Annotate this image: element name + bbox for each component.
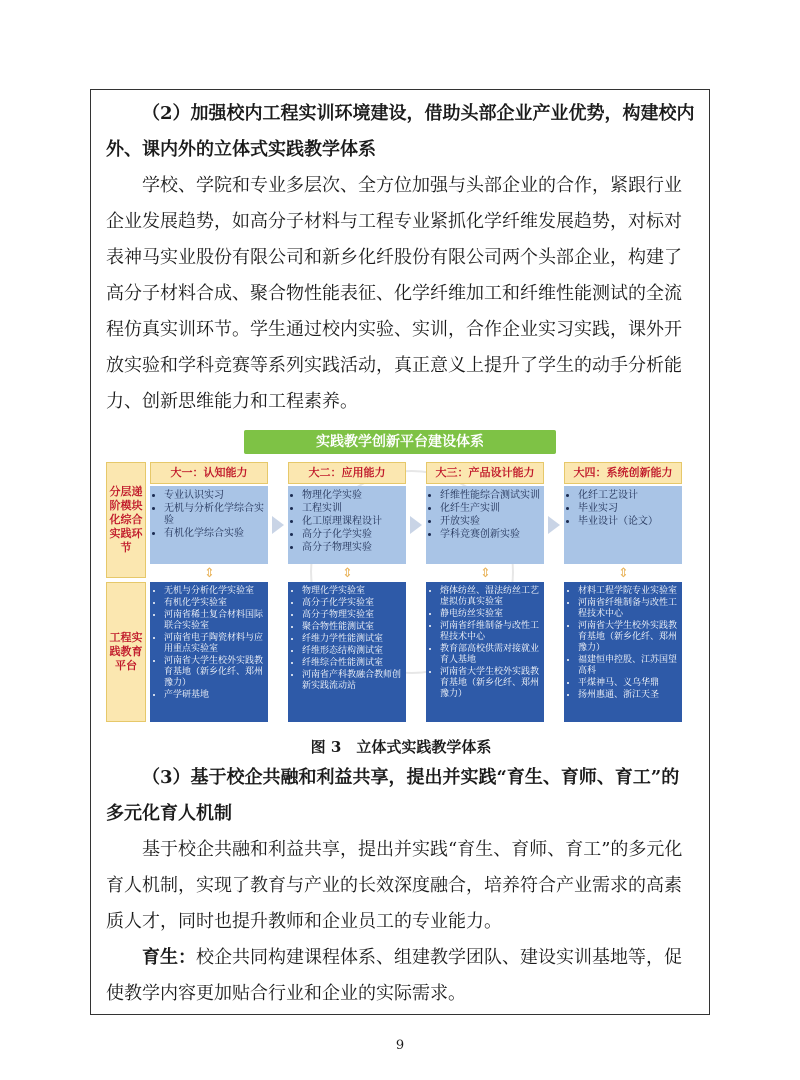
platform-item: • 熔体纺丝、湿法纺丝工艺虚拟仿真实验室 (440, 586, 540, 608)
platform-item: • 纤维综合性能测试室 (302, 658, 402, 669)
figure-caption: 图 3 立体式实践教学体系 (310, 738, 492, 756)
platform-item: • 扬州惠通、浙江天圣 (578, 690, 678, 701)
stage-box-1 (150, 486, 268, 564)
stage-box-3 (426, 486, 544, 564)
up-down-arrow-icon: ⇕ (204, 566, 215, 581)
right-arrow-icon (410, 516, 422, 534)
platform-item: • 河南省大学生校外实践教育基地（新乡化纤、郑州豫力） (440, 667, 540, 700)
platform-item: • 聚合物性能测试室 (302, 622, 402, 633)
stage-box-2 (288, 486, 406, 564)
platform-item: • 纤维力学性能测试室 (302, 634, 402, 645)
platform-item: • 河南省电子陶瓷材料与应用重点实验室 (164, 633, 264, 655)
stage-header-2: 大二：应用能力 (288, 462, 406, 484)
paragraph-3-text: 校企共同构建课程体系、组建教学团队、建设实训基地等，促使教学内容更加贴合行业和企业的实际需求。 (106, 947, 682, 1004)
practice-teaching-diagram (106, 430, 696, 730)
platform-item: • 无机与分析化学实验室 (164, 586, 264, 597)
platform-item: • 产学研基地 (164, 690, 264, 701)
section-heading-3: （3）基于校企共融和利益共享，提出并实践“育生、育师、育工”的多元化育人机制 (106, 767, 680, 824)
page-number: 9 (395, 1038, 405, 1053)
stage-item: • 物理化学实验 (302, 490, 402, 502)
right-arrow-icon (548, 516, 560, 534)
platform-item: • 河南省纤维制备与改性工程技术中心 (440, 621, 540, 643)
section-heading-2: （2）加强校内工程实训环境建设，借助头部企业产业优势，构建校内外、课内外的立体式实践教学体系 (106, 103, 695, 160)
stage-item: • 工程实训 (302, 503, 402, 515)
stage-item: • 化纤工艺设计 (578, 490, 678, 502)
paragraph-2: 基于校企共融和利益共享，提出并实践“育生、育师、育工”的多元化育人机制，实现了教育与产业的长效深度融合，培养符合产业需求的高素质人才，同时也提升教师和企业员工的专业能力。 (106, 839, 683, 932)
side-label-modules: 分层递阶模块化综合实践环节 (106, 462, 146, 578)
stage-item: • 纤维性能综合测试实训 (440, 490, 540, 502)
up-down-arrow-icon: ⇕ (480, 566, 491, 581)
platform-item: • 高分子化学实验室 (302, 598, 402, 609)
up-down-arrow-icon: ⇕ (342, 566, 353, 581)
diagram-title: 实践教学创新平台建设体系 (244, 430, 556, 454)
platform-box-4 (564, 582, 682, 722)
platform-item: • 河南省产科教融合教师创新实践流动站 (302, 670, 402, 692)
stage-header-4: 大四：系统创新能力 (564, 462, 682, 484)
paragraph-1: 学校、学院和专业多层次、全方位加强与头部企业的合作，紧跟行业企业发展趋势，如高分子材料与工程专业紧抓化学纤维发展趋势，对标对表神马实业股份有限公司和新乡化纤股份有限公司两个头部企业，构建了高分子材料合成、聚合物性能表征、化学纤维加工和纤维性能测试的全流程仿真实训环节。学生通过校内实验、实训，合作企业实习实践，课外开放实验和学科竞赛等系列实践活动，真正意义上提升了学生的动手分析能力、创新思维能力和工程素养。 (106, 175, 682, 412)
platform-box-3 (426, 582, 544, 722)
stage-item: • 高分子化学实验 (302, 529, 402, 541)
stage-item: • 专业认识实习 (164, 490, 264, 502)
platform-item: • 材料工程学院专业实验室 (578, 586, 678, 597)
stage-box-4 (564, 486, 682, 564)
paragraph-3 (106, 940, 696, 1012)
platform-item: • 河南省大学生校外实践教育基地（新乡化纤、郑州豫力） (164, 656, 264, 689)
stage-item: • 毕业实习 (578, 503, 678, 515)
platform-item: • 纤维形态结构测试室 (302, 646, 402, 657)
side-label-platform: 工程实践教育平台 (106, 582, 146, 722)
platform-item: • 有机化学实验室 (164, 598, 264, 609)
stage-item: • 毕业设计（论文） (578, 516, 678, 528)
platform-item: • 河南省大学生校外实践教育基地（新乡化纤、郑州豫力） (578, 621, 678, 654)
right-arrow-icon (272, 516, 284, 534)
stage-header-3: 大三：产品设计能力 (426, 462, 544, 484)
platform-item: • 高分子物理实验室 (302, 610, 402, 621)
stage-item: • 学科竞赛创新实验 (440, 529, 540, 541)
stage-item: • 开放实验 (440, 516, 540, 528)
stage-header-1: 大一：认知能力 (150, 462, 268, 484)
platform-item: • 静电纺丝实验室 (440, 609, 540, 620)
platform-box-2 (288, 582, 406, 722)
platform-item: • 福建恒申控股、江苏国望高科 (578, 655, 678, 677)
up-down-arrow-icon: ⇕ (618, 566, 629, 581)
platform-item: • 河南省稀土复合材料国际联合实验室 (164, 610, 264, 632)
stage-item: • 高分子物理实验 (302, 542, 402, 554)
platform-item: • 平煤神马、义乌华鼎 (578, 678, 678, 689)
stage-item: • 无机与分析化学综合实验 (164, 503, 264, 527)
stage-item: • 化工原理课程设计 (302, 516, 402, 528)
paragraph-3-label: 育生： (142, 947, 196, 968)
platform-item: • 教育部高校供需对接就业育人基地 (440, 644, 540, 666)
platform-item: • 物理化学实验室 (302, 586, 402, 597)
platform-box-1 (150, 582, 268, 722)
platform-item: • 河南省纤维制备与改性工程技术中心 (578, 598, 678, 620)
stage-item: • 有机化学综合实验 (164, 528, 264, 540)
stage-item: • 化纤生产实训 (440, 503, 540, 515)
